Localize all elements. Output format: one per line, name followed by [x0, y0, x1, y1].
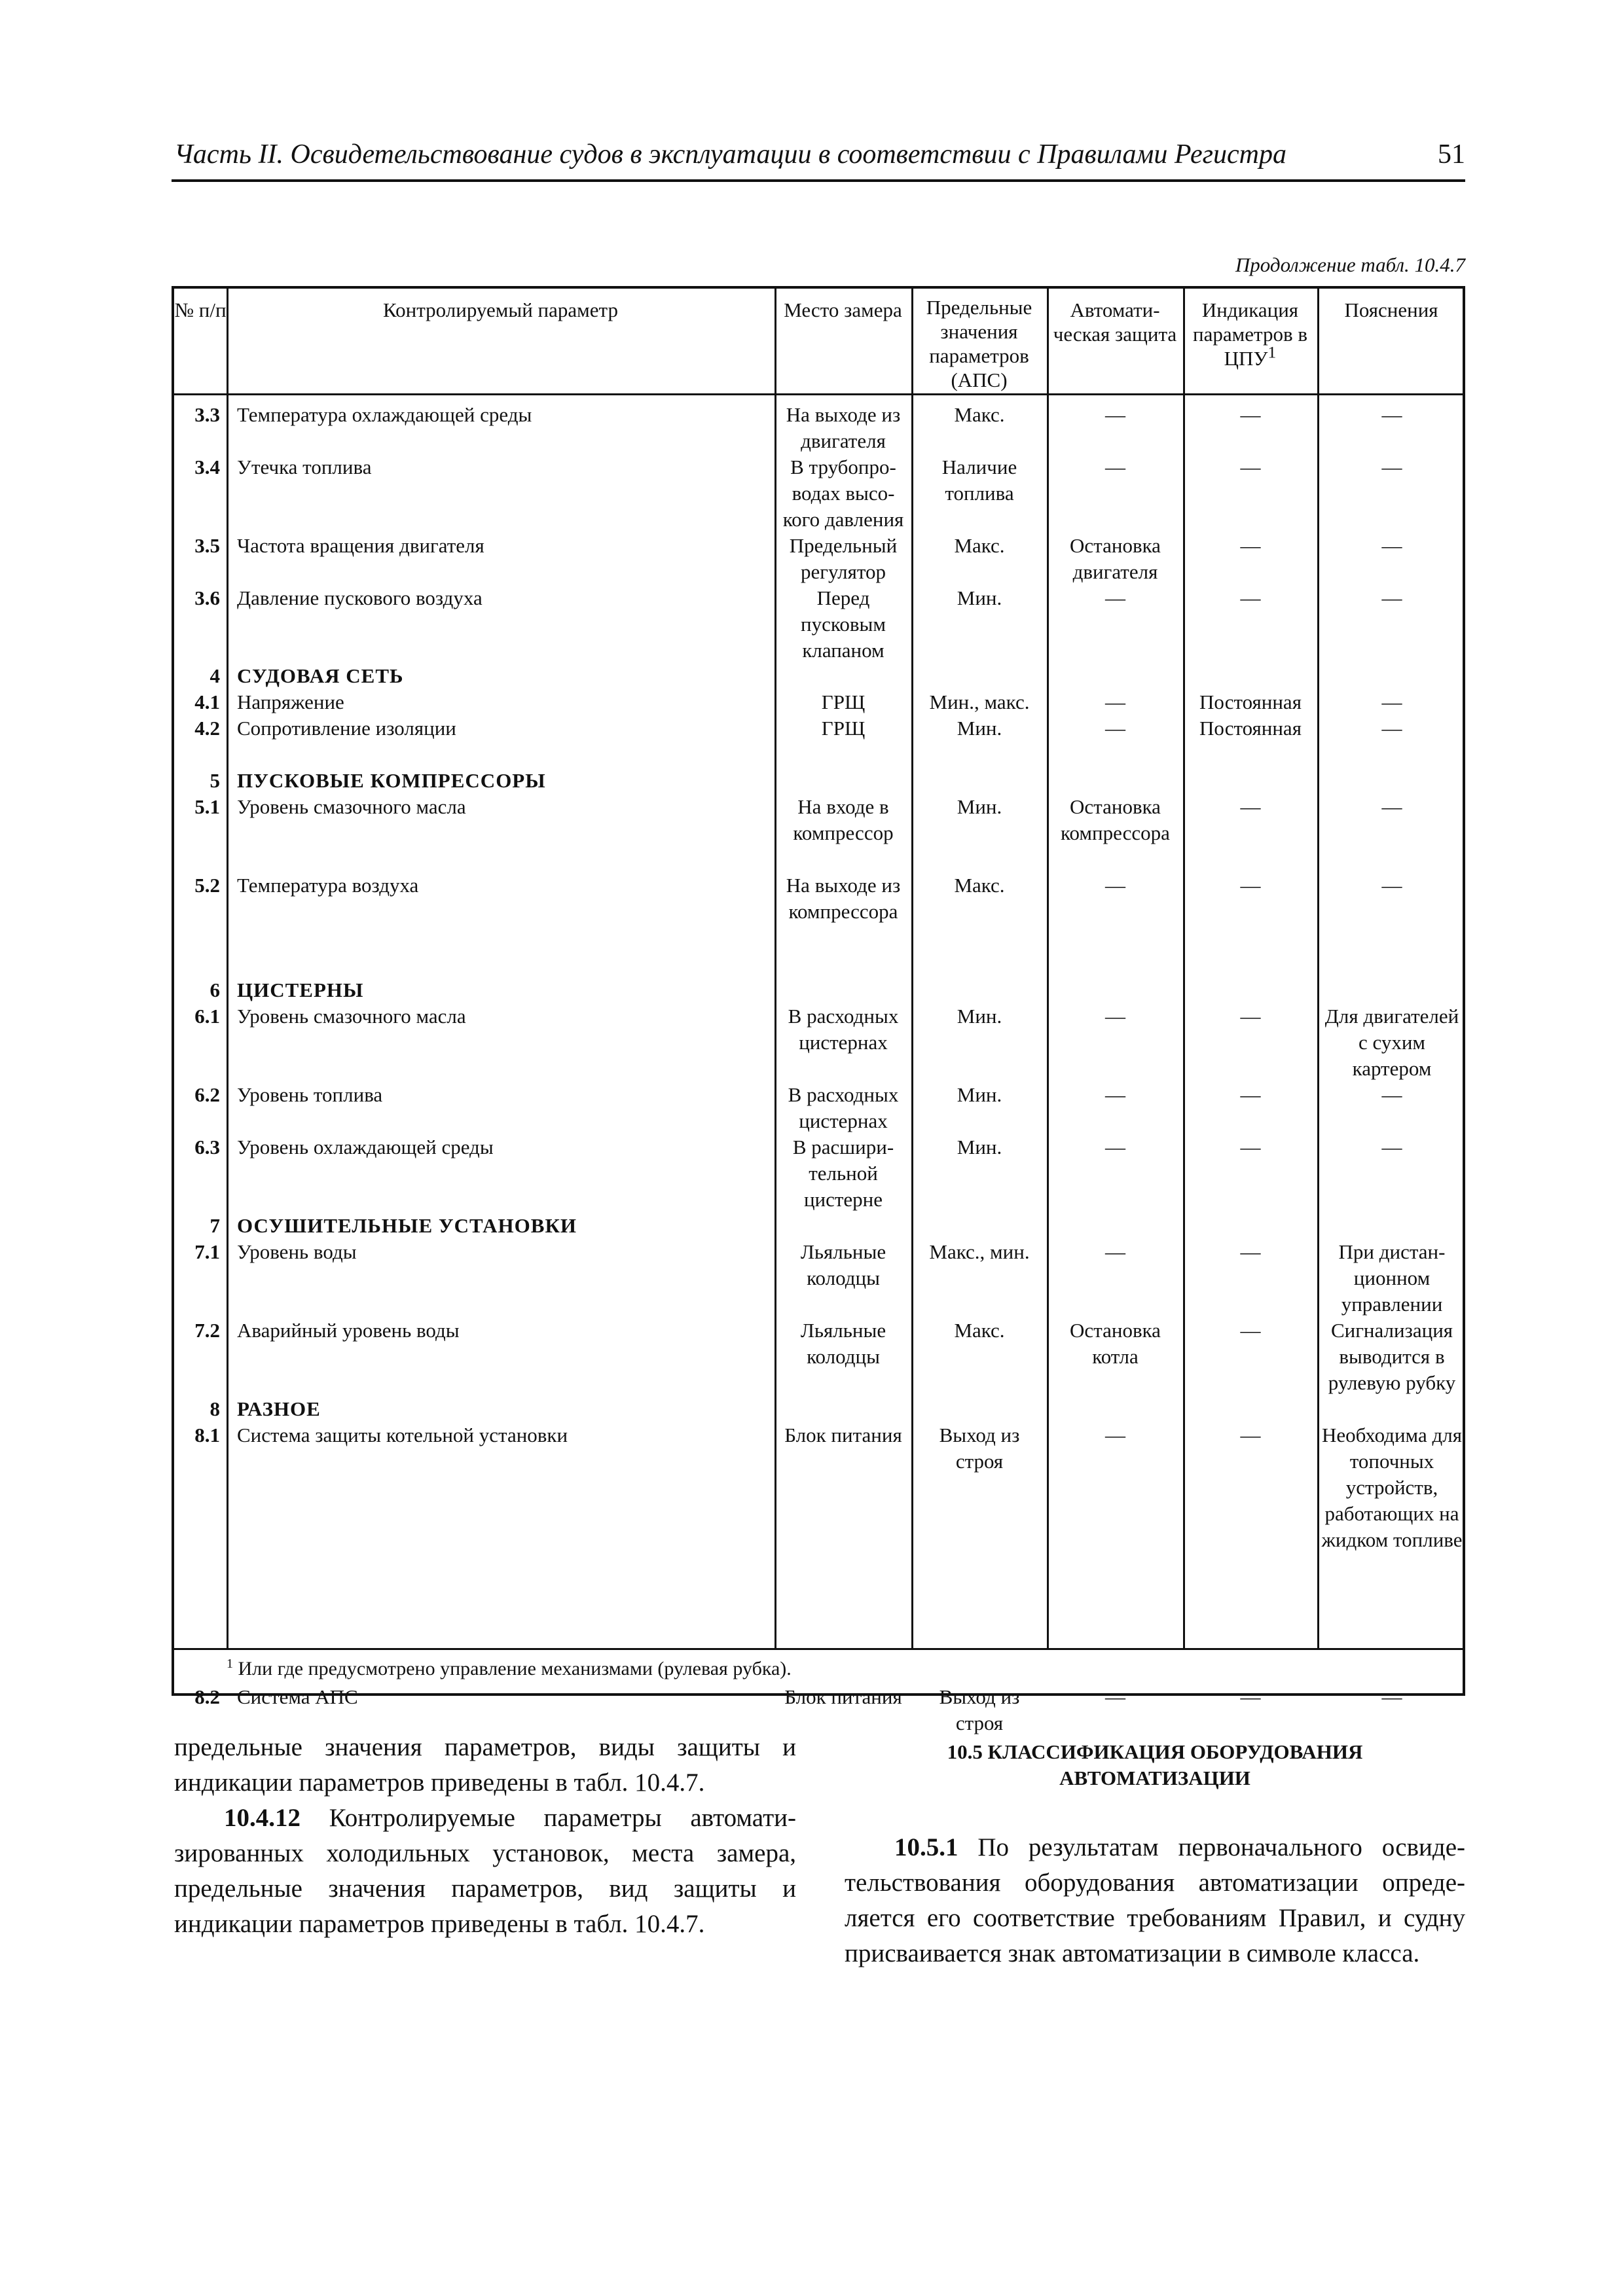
- cell-protection: —: [1105, 586, 1125, 609]
- cell-parameter: Аварийный уровень воды: [237, 1319, 460, 1342]
- cell-protection: Остановка двигателя: [1070, 534, 1161, 583]
- row-number: 5.1: [194, 795, 220, 818]
- cell-parameter: Напряжение: [237, 691, 344, 713]
- header-indication: [1183, 298, 1317, 370]
- cell-limit: Мин.: [957, 1005, 1002, 1028]
- cell-limit: Мин.: [957, 586, 1002, 609]
- cell-indication: —: [1240, 1240, 1261, 1263]
- table-continuation-caption: Продолжение табл. 10.4.7: [1235, 253, 1465, 276]
- cell-place: В расходных цистернах: [788, 1083, 899, 1132]
- cell-limit: Мин.: [957, 1083, 1002, 1106]
- cell-limit: Мин., макс.: [929, 691, 1030, 713]
- cell-note: —: [1381, 586, 1402, 609]
- row-number: 6.1: [194, 1005, 220, 1028]
- cell-note: —: [1381, 795, 1402, 818]
- cell-limit: Макс.: [954, 534, 1005, 557]
- page-number: 51: [1438, 139, 1465, 170]
- cell-indication: —: [1240, 1685, 1261, 1708]
- cell-note: —: [1381, 1083, 1402, 1106]
- cell-indication: —: [1240, 586, 1261, 609]
- cell-limit: Выход из строя: [939, 1685, 1020, 1734]
- table-footnote-rule: [174, 1648, 1463, 1650]
- cell-place: На входе в компрессор: [793, 795, 894, 844]
- table-column-divider: [227, 289, 228, 1648]
- running-header: [172, 139, 1465, 182]
- cell-indication: —: [1240, 1136, 1261, 1158]
- parameters-table: [172, 286, 1465, 1734]
- cell-limit: Макс.: [954, 874, 1005, 897]
- cell-place: Перед пусковым клапаном: [801, 586, 886, 662]
- cell-protection: —: [1105, 1083, 1125, 1106]
- cell-note: —: [1381, 874, 1402, 897]
- header-notes: Пояснения: [1344, 298, 1438, 321]
- row-number: 6.2: [194, 1083, 220, 1106]
- section-title: ПУСКОВЫЕ КОМПРЕССОРЫ: [237, 769, 546, 792]
- cell-place: В расшири- тельной цистерне: [792, 1136, 894, 1211]
- cell-protection: —: [1105, 1136, 1125, 1158]
- cell-place: В расходных цистернах: [788, 1005, 899, 1054]
- cell-parameter: Сопротивление изоляции: [237, 717, 456, 740]
- cell-note: —: [1381, 456, 1402, 478]
- section-title: СУДОВАЯ СЕТЬ: [237, 664, 404, 687]
- cell-indication: —: [1240, 874, 1261, 897]
- cell-place: Предельный регулятор: [789, 534, 898, 583]
- cell-limit: Мин.: [957, 1136, 1002, 1158]
- row-number: 8.2: [194, 1685, 220, 1708]
- row-number: 3.3: [194, 403, 220, 426]
- running-header-title: Часть II. Освидетельствование судов в эксплуатации в соответствии с Правилами Регистра: [174, 139, 1286, 170]
- table-header-rule: [174, 393, 1463, 395]
- body-text-right: [845, 1830, 1465, 1971]
- paragraph-text: По результатам первоначального освиде- тельствования оборудования автоматизации опреде- ляется его соответствие требованиям Правил, и судну присваивается знак автоматизации в символе класса.: [845, 1833, 1466, 1967]
- header-place: Место замера: [784, 298, 902, 321]
- row-number: 7.1: [194, 1240, 220, 1263]
- cell-protection: —: [1105, 1424, 1125, 1446]
- cell-place: Льяльные колодцы: [800, 1319, 886, 1368]
- row-number: 5.2: [194, 874, 220, 897]
- cell-note: При дистан- ционном управлении: [1338, 1240, 1446, 1316]
- row-number: 6.3: [194, 1136, 220, 1158]
- section-heading-line: АВТОМАТИЗАЦИИ: [1059, 1767, 1250, 1789]
- cell-parameter: Температура охлаждающей среды: [237, 403, 532, 426]
- row-number: 4.1: [194, 691, 220, 713]
- paragraph-10-4-12: [174, 1801, 796, 1942]
- cell-place: ГРЩ: [821, 717, 866, 740]
- cell-place: Блок питания: [784, 1685, 902, 1708]
- section-heading-10-5: [845, 1739, 1465, 1791]
- table-column-divider: [911, 289, 913, 1648]
- cell-place: Блок питания: [784, 1424, 902, 1446]
- cell-note: —: [1381, 534, 1402, 557]
- cell-limit: Мин.: [957, 795, 1002, 818]
- cell-note: —: [1381, 717, 1402, 740]
- cell-note: —: [1381, 1136, 1402, 1158]
- cell-place: Льяльные колодцы: [800, 1240, 886, 1289]
- header-indication-text: Индикация параметров в ЦПУ: [1193, 298, 1307, 370]
- cell-limit: Наличие топлива: [941, 456, 1017, 505]
- cell-parameter: Уровень воды: [237, 1240, 357, 1263]
- row-number: 3.5: [194, 534, 220, 557]
- row-number: 7: [210, 1214, 220, 1237]
- cell-note: Необходима для топочных устройств, работающих на жидком топливе: [1321, 1424, 1463, 1551]
- row-number: 3.6: [194, 586, 220, 609]
- cell-protection: —: [1105, 1240, 1125, 1263]
- cell-note: —: [1381, 691, 1402, 713]
- cell-protection: Остановка компрессора: [1061, 795, 1170, 844]
- cell-indication: —: [1240, 456, 1261, 478]
- footnote-mark: 1: [227, 1657, 233, 1671]
- paragraph-text: Контролируемые параметры автомати- зированных холодильных установок, места замера, предельные значения параметров, вид защиты и индикации параметров приведены в табл. 10.4.7.: [174, 1804, 796, 1938]
- row-number: 8: [210, 1397, 220, 1420]
- cell-indication: —: [1240, 1083, 1261, 1106]
- header-parameter: Контролируемый параметр: [383, 298, 618, 321]
- cell-indication: Постоянная: [1199, 717, 1302, 740]
- row-number: 8.1: [194, 1424, 220, 1446]
- cell-protection: —: [1105, 1685, 1125, 1708]
- header-limits: Предельные значения параметров (АПС): [926, 296, 1032, 391]
- cell-indication: —: [1240, 403, 1261, 426]
- paragraph: предельные значения параметров, виды защиты и индикации параметров приведены в табл. 10.4.7.: [174, 1733, 796, 1797]
- cell-place: В трубопро- водах высо- кого давления: [782, 456, 904, 531]
- cell-place: На выходе из двигателя: [786, 403, 901, 452]
- section-heading-line: 10.5 КЛАССИФИКАЦИЯ ОБОРУДОВАНИЯ: [947, 1740, 1363, 1763]
- cell-protection: —: [1105, 717, 1125, 740]
- row-number: 4: [210, 664, 220, 687]
- section-title: ЦИСТЕРНЫ: [237, 978, 364, 1001]
- header-protection: Автомати- ческая защита: [1053, 298, 1177, 346]
- cell-limit: Мин.: [957, 717, 1002, 740]
- cell-parameter: Температура воздуха: [237, 874, 419, 897]
- table-column-divider: [1183, 289, 1185, 1648]
- table-column-divider: [1317, 289, 1319, 1648]
- cell-protection: —: [1105, 403, 1125, 426]
- cell-indication: Постоянная: [1199, 691, 1302, 713]
- cell-parameter: Давление пускового воздуха: [237, 586, 483, 609]
- row-number: 6: [210, 978, 220, 1001]
- row-number: 4.2: [194, 717, 220, 740]
- cell-protection: —: [1105, 874, 1125, 897]
- cell-note: —: [1381, 1685, 1402, 1708]
- cell-parameter: Уровень смазочного масла: [237, 1005, 466, 1028]
- cell-limit: Макс.: [954, 403, 1005, 426]
- paragraph-10-5-1: [845, 1830, 1465, 1971]
- cell-parameter: Система АПС: [237, 1685, 358, 1708]
- table-column-divider: [1047, 289, 1049, 1648]
- cell-protection: Остановка котла: [1070, 1319, 1161, 1368]
- clause-number: 10.4.12: [224, 1804, 301, 1832]
- cell-place: На выходе из компрессора: [786, 874, 901, 923]
- table-footnote: [227, 1658, 792, 1680]
- row-number: 7.2: [194, 1319, 220, 1342]
- header-number: № п/п: [174, 298, 227, 321]
- cell-indication: —: [1240, 1319, 1261, 1342]
- body-text-left: [174, 1730, 796, 1942]
- cell-parameter: Уровень смазочного масла: [237, 795, 466, 818]
- cell-note: —: [1381, 403, 1402, 426]
- cell-parameter: Частота вращения двигателя: [237, 534, 484, 557]
- row-number: 3.4: [194, 456, 220, 478]
- clause-number: 10.5.1: [894, 1833, 958, 1861]
- footnote-text: Или где предусмотрено управление механизмами (рулевая рубка).: [238, 1658, 792, 1679]
- cell-protection: —: [1105, 691, 1125, 713]
- cell-limit: Выход из строя: [939, 1424, 1020, 1473]
- footnote-mark: 1: [1267, 342, 1277, 362]
- cell-parameter: Утечка топлива: [237, 456, 372, 478]
- cell-note: Для двигателей с сухим картером: [1324, 1005, 1459, 1080]
- cell-parameter: Уровень топлива: [237, 1083, 383, 1106]
- cell-place: ГРЩ: [821, 691, 866, 713]
- cell-limit: Макс.: [954, 1319, 1005, 1342]
- section-title: ОСУШИТЕЛЬНЫЕ УСТАНОВКИ: [237, 1214, 577, 1237]
- cell-indication: —: [1240, 795, 1261, 818]
- cell-limit: Макс., мин.: [929, 1240, 1030, 1263]
- section-title: РАЗНОЕ: [237, 1397, 321, 1420]
- cell-protection: —: [1105, 456, 1125, 478]
- cell-protection: —: [1105, 1005, 1125, 1028]
- cell-indication: —: [1240, 534, 1261, 557]
- cell-indication: —: [1240, 1424, 1261, 1446]
- cell-parameter: Уровень охлаждающей среды: [237, 1136, 494, 1158]
- row-number: 5: [210, 769, 220, 792]
- cell-indication: —: [1240, 1005, 1261, 1028]
- cell-note: Сигнализация выводится в рулевую рубку: [1328, 1319, 1456, 1394]
- table-column-divider: [775, 289, 776, 1648]
- cell-parameter: Система защиты котельной установки: [237, 1424, 568, 1446]
